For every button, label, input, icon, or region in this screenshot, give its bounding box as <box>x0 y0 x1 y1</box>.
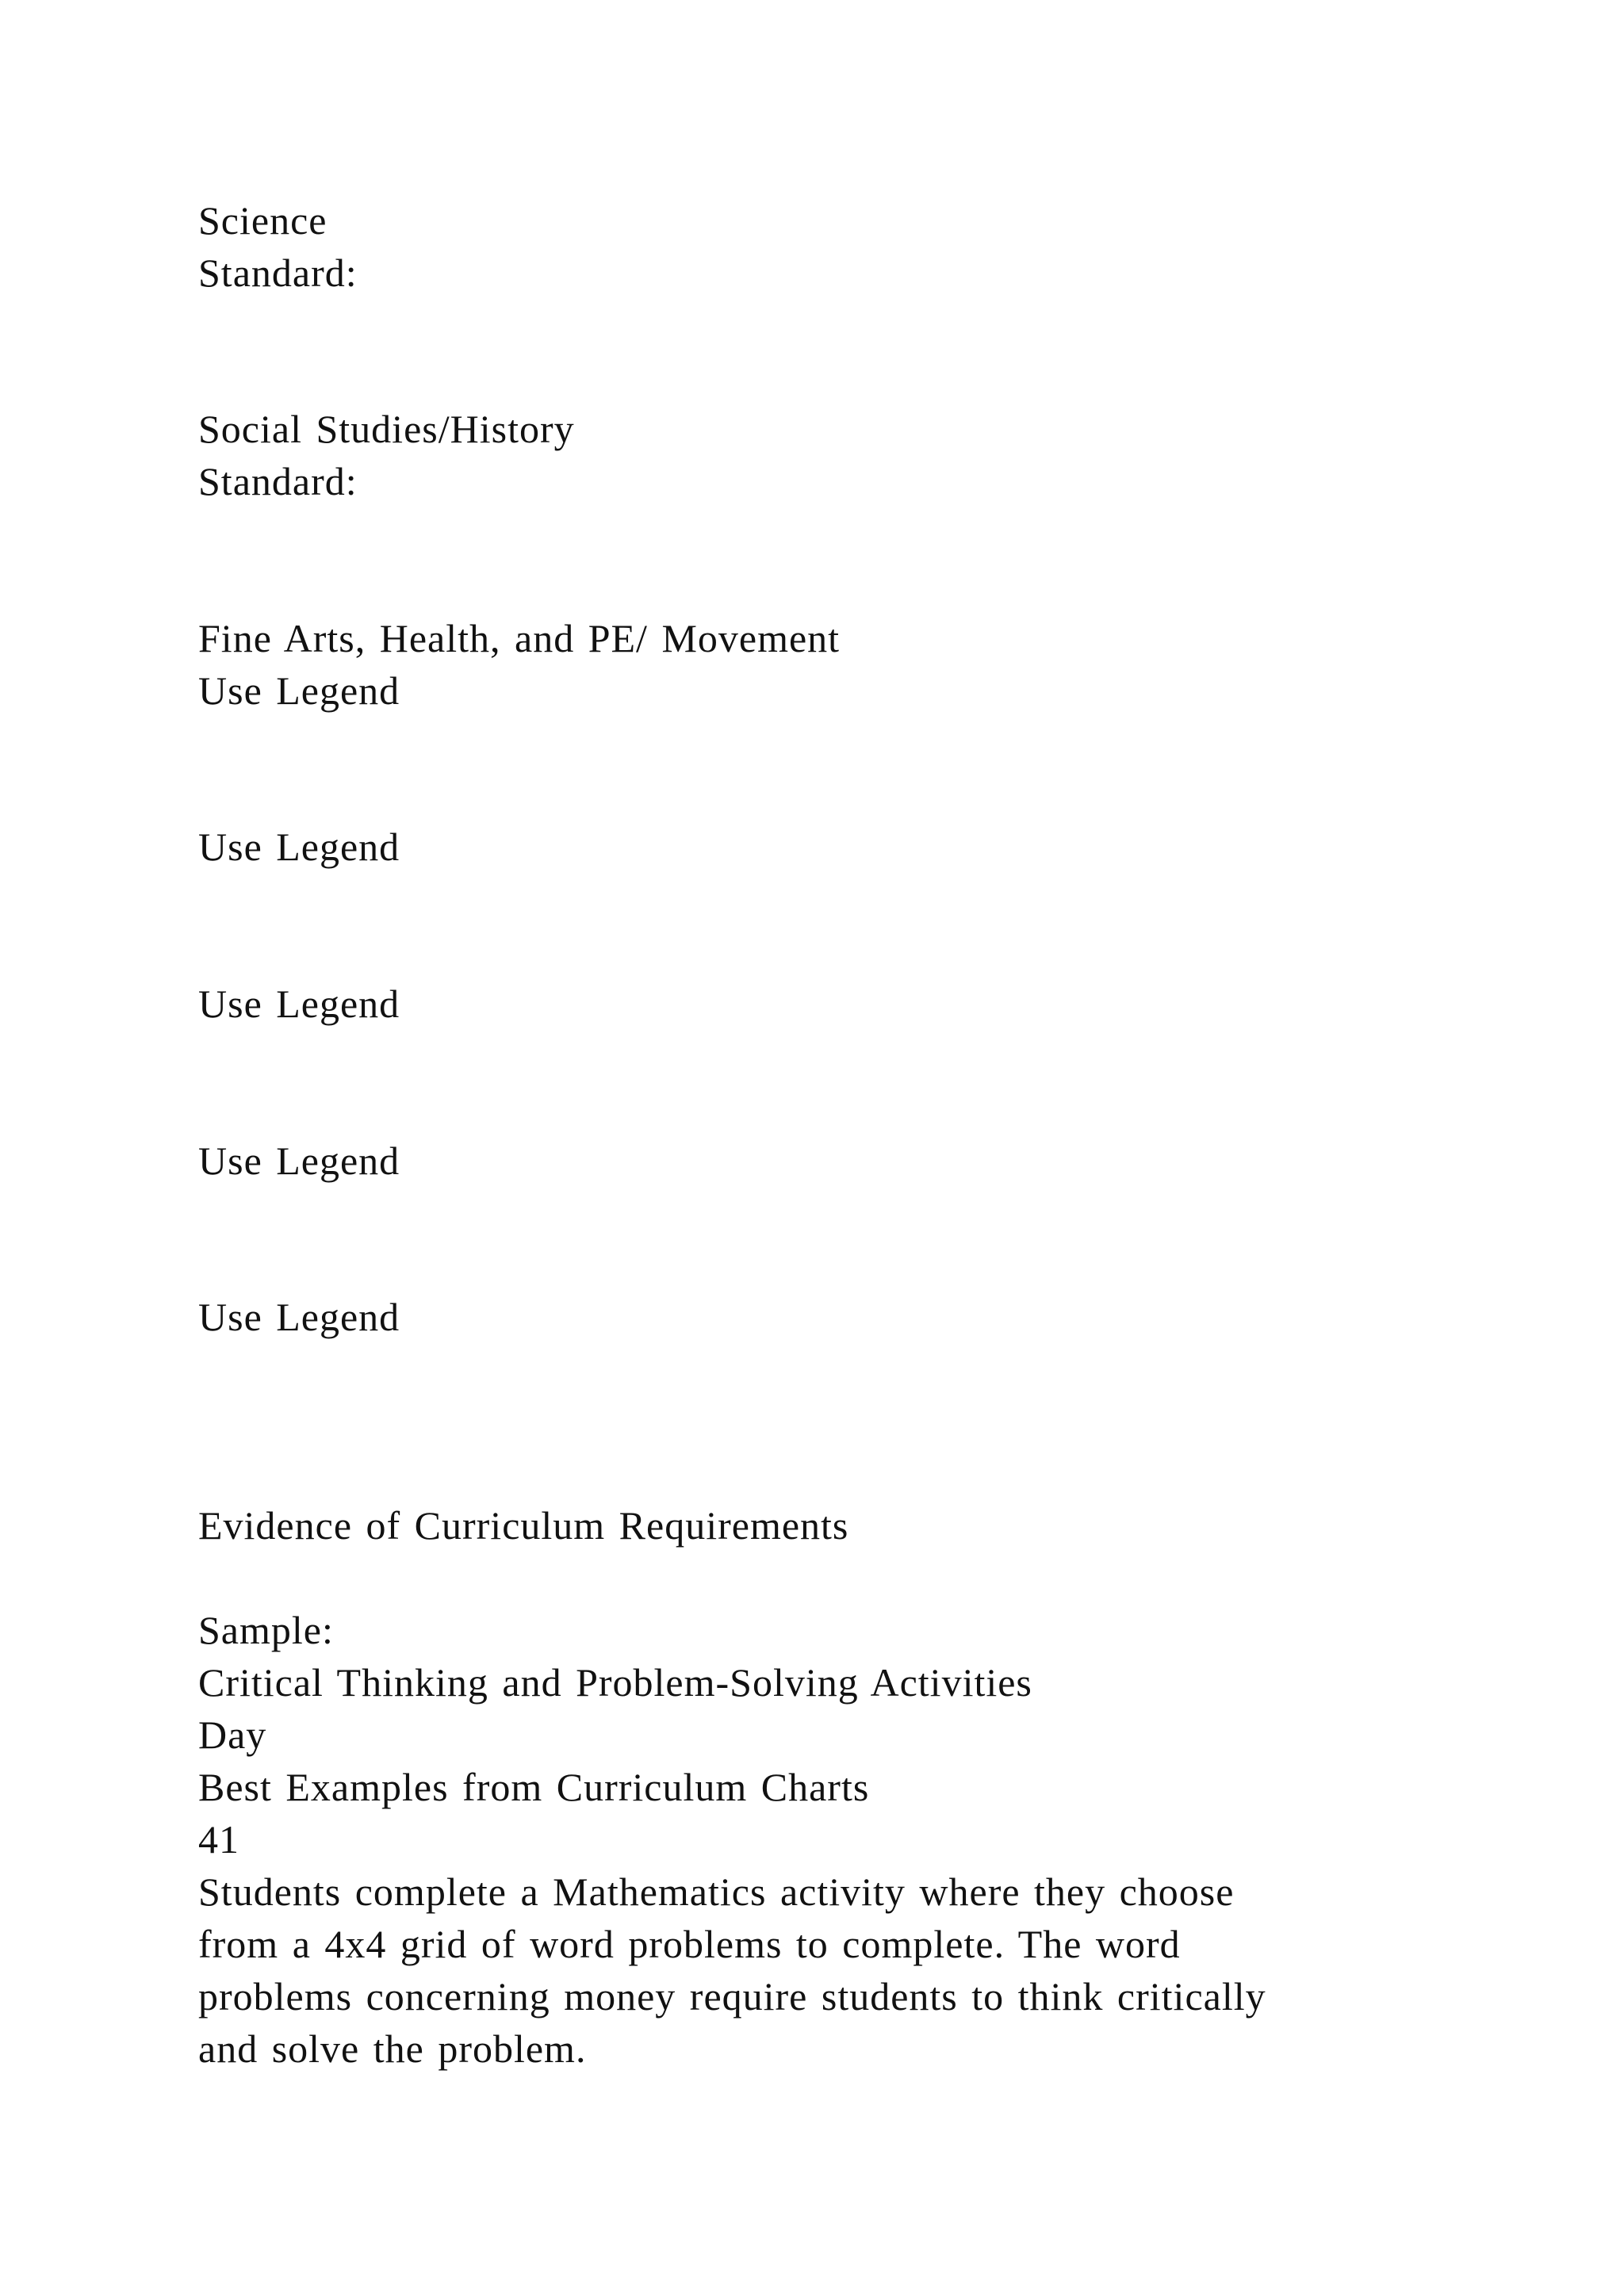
evidence-heading: Evidence of Curriculum Requirements <box>198 1503 849 1548</box>
activity-description-line: problems concerning money require students to think critically <box>198 1974 1266 2019</box>
use-legend-line: Use Legend <box>198 982 400 1026</box>
activity-description-line: Students complete a Mathematics activity where they choose <box>198 1869 1235 1914</box>
science-heading: Science <box>198 198 327 243</box>
activity-description-line: from a 4x4 grid of word problems to complete. The word <box>198 1922 1181 1966</box>
use-legend-line: Use Legend <box>198 1138 400 1183</box>
use-legend-line: Use Legend <box>198 825 400 869</box>
social-studies-heading: Social Studies/History <box>198 407 575 451</box>
examples-column-label: Best Examples from Curriculum Charts <box>198 1765 870 1809</box>
science-standard-label: Standard: <box>198 251 358 295</box>
activity-title: Critical Thinking and Problem-Solving Activities <box>198 1660 1032 1705</box>
day-number: 41 <box>198 1817 239 1862</box>
activity-description-line: and solve the problem. <box>198 2026 587 2071</box>
use-legend-line: Use Legend <box>198 668 400 713</box>
use-legend-line: Use Legend <box>198 1295 400 1339</box>
day-column-label: Day <box>198 1712 267 1757</box>
fine-arts-heading: Fine Arts, Health, and PE/ Movement <box>198 616 841 660</box>
sample-label: Sample: <box>198 1608 334 1652</box>
social-studies-standard-label: Standard: <box>198 459 358 503</box>
